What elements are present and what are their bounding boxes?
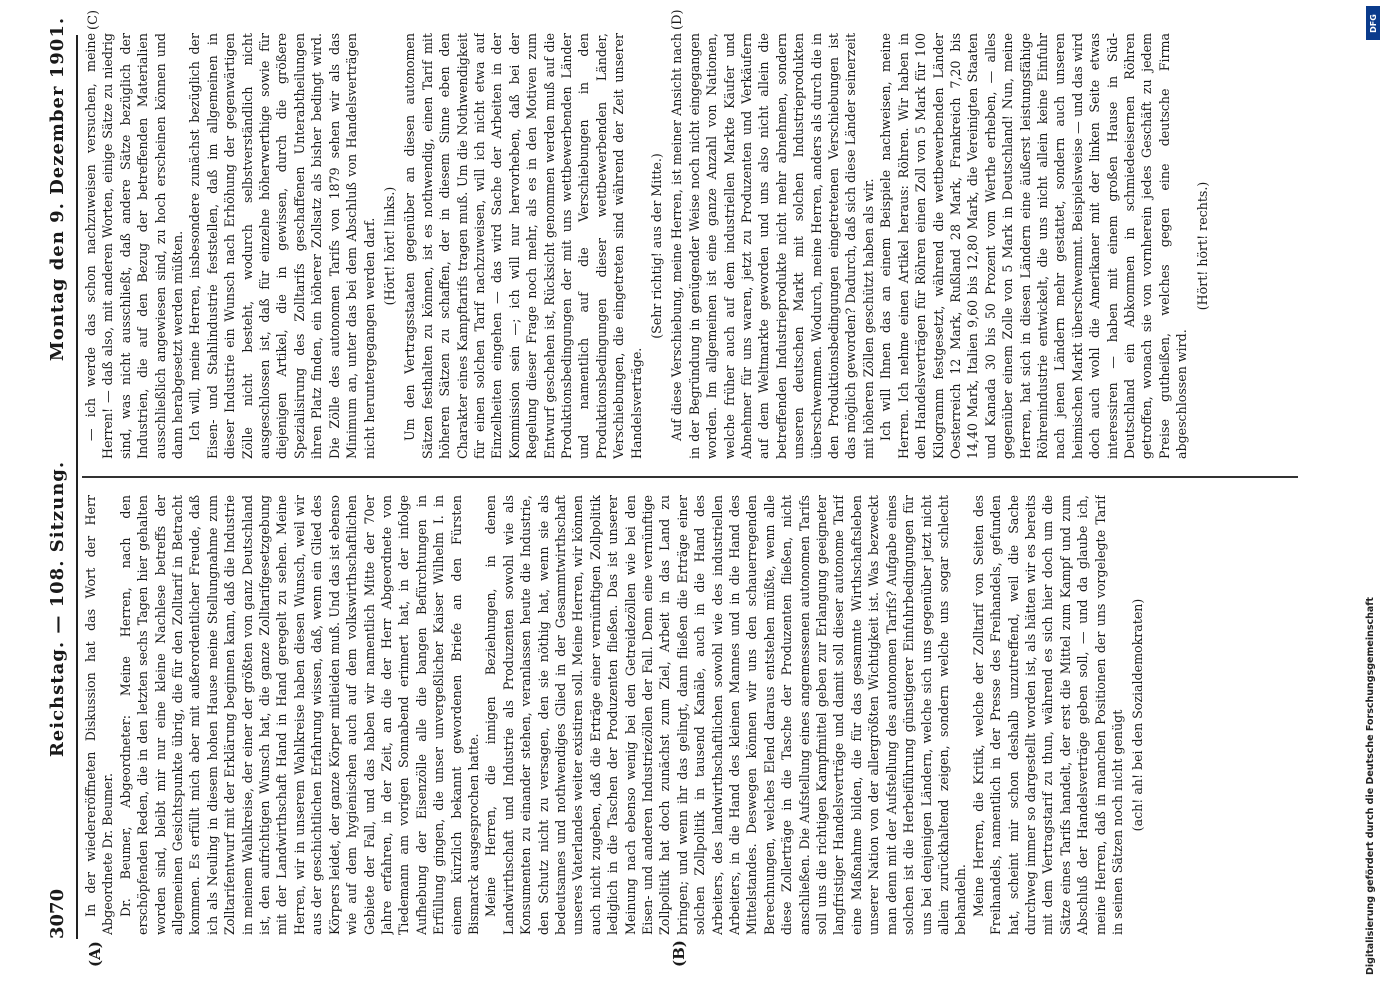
margin-mark-c: (C) xyxy=(86,9,101,30)
paragraph: Meine Herren, die innigen Beziehungen, in denen Landwirthschaft und Industrie als Produzenten sowohl wie als Konsumenten zu einander stehen, veranlassen heute die Industrie, den Schutz nicht zu versagen, den sie nöthig hat, wenn sie als bedeutsames und nothwendiges Glied in der Gesammtwirthschaft unseres Vaterlandes weiter existiren soll. Meine Herren, wir können auch nicht zugeben, daß die Erträge einer vernünftigen Zollpolitik lediglich in die Taschen der Produzenten fließen. Das ist unserer Meinung nach ebenso wenig bei den Getreidezöllen wie bei den Eisen- und anderen Industriezöllen der Fall. Denn eine vernünftige Zollpolitik hat doch zunächst zum Ziel, Arbeit in das Land zu bringen; und wenn ihr das gelingt, dann fließen die Erträge einer solchen Zollpolitik in tausend Kanäle, auch in die Hand des Arbeiters, des landwirthschaftlichen sowohl wie des industriellen Arbeiters, in die Hand des kleinen Mannes und in die Hand des Mittelstandes. Deswegen können wir uns den schauerregenden Berechnungen, welches Elend daraus entstehen müßte, wenn alle diese Zollerträge in die Tasche der Produzenten fließen, nicht anschließen. Die Aufstellung eines angemessenen autonomen Tarifs soll uns die richtigen Kampfmittel geben zur Erlangung geeigneter langfristiger Handelsverträge und damit soll dieser autonome Tarif eine Maßnahme bilden, die für das gesammte Wirthschaftsleben unserer Nation von der allergrößten Wichtigkeit ist. Was bezweckt man denn mit der Aufstellung des autonomen Tarifs? Aufgabe eines solchen ist die Herbeiführung günstigerer Einfuhrbedingungen für uns bei denjenigen Ländern, welche sich uns gegenüber jetzt nicht allein zurückhaltend zeigen, sondern welche uns sogar schlecht behandeln. xyxy=(483,495,969,935)
dfg-logo xyxy=(1366,6,1380,40)
margin-mark-a: (A) xyxy=(86,941,104,967)
paragraph: Um den Vertragsstaaten gegenüber an diesen autonomen Sätzen festhalten zu können, ist es nothwendig, einen Tarif mit höheren Sätzen zu schaffen, der in diesem Sinne eben den Charakter eines Kampftarifs tragen muß. Um die Nothwendigkeit für einen solchen Tarif nachzuweisen, will ich nicht etwa auf Einzelheiten eingehen — das wird Sache der Arbeiten in der Kommission sein —; ich will nur hervorheben, daß bei der Regelung dieser Frage noch mehr, als es in den Motiven zum Entwurf geschehen ist, Rücksicht genommen werden muß auf die Produktionsbedingungen der mit uns wettbewerbenden Länder und namentlich auf die Verschiebungen in den Produktionsbedingungen dieser wettbewerbenden Länder, Verschiebungen, die eingetreten sind während der Zeit unserer Handelsverträge. xyxy=(402,33,644,459)
page-number: 3070 xyxy=(46,888,68,939)
dfg-logo-text: DFG xyxy=(1368,13,1378,33)
margin-mark-d: (D) xyxy=(670,9,685,30)
paragraph: — ich werde das schon nachzuweisen versuchen, meine Herren! — daß also, mit anderen Worten, einige Sätze zu niedrig sind, was nicht ausschließt, daß andere Sätze bezüglich der Industrien, die auf den Bezug der betreffenden Materialien ausschließlich angewiesen sind, zu hoch erscheinen können und dann herabgesetzt werden müßten. xyxy=(83,33,186,459)
interjection: (Hört! hört! rechts.) xyxy=(1194,181,1210,311)
paragraph: In der wiedereröffneten Diskussion hat das Wort der Herr Abgeordnete Dr. Beumer. xyxy=(83,495,116,935)
document-page xyxy=(20,9,1320,975)
right-column xyxy=(82,33,1300,459)
column-divider xyxy=(82,477,1298,479)
interjection: (ach! ah! bei den Sozialdemokraten) xyxy=(1130,598,1146,832)
interjection: (Hört! hört! links.) xyxy=(381,186,397,306)
left-column xyxy=(82,495,1300,935)
header-rule xyxy=(76,35,78,939)
paragraph: Ich will Ihnen das an einem Beispiele nachweisen, meine Herren. Ich nehme einen Artikel heraus: Röhren. Wir haben in den Handelsverträgen für Röhren einen Zoll von 5 Mark für 100 Kilogramm festgesetzt, während die wettbewerbenden Länder Oesterreich 12 Mark, Rußland 28 Mark, Frankreich 7,20 bis 14,40 Mark, Italien 9,60 bis 12,80 Mark, die Vereinigten Staaten und Kanada 30 bis 50 Prozent vom Werthe erheben, — alles gegenüber einem Zolle von 5 Mark in Deutschland! Nun, meine Herren, hat sich in diesen Ländern eine äußerst leistungsfähige Röhrenindustrie entwickelt, die uns nicht allein keine Einfuhr nach jenen Ländern mehr gestattet, sondern auch unseren heimischen Markt überschwemmt. Beispielsweise — und das wird doch auch wohl die Amerikaner mit der linken Seite etwas interessiren — haben mit einem großen Hause in Süd-Deutschland ein Abkommen in schmiedeeisernen Röhren getroffen, wonach sie von vornherein jedes Geschäft zu jedem Preise gutheißen, welches gegen eine deutsche Firma abgeschlossen wird. xyxy=(878,33,1190,459)
paragraph: Ich will, meine Herren, insbesondere zunächst bezüglich der Eisen- und Stahlindustrie feststellen, daß im allgemeinen in dieser Industrie ein Wunsch nach Erhöhung der gegenwärtigen Zölle nicht besteht, wodurch selbstverständlich nicht ausgeschlossen ist, daß für einzelne höherwerthige sowie für diejenigen Artikel, die in gewissen, durch die größere Spezialisirung des Zolltarifs geschaffenen Unterabtheilungen ihren Platz finden, ein höherer Zollsatz als bisher bedingt wird. Die Zölle des autonomen Tarifs von 1879 sehen wir als das Minimum an, unter das bei dem Abschluß von Handelsverträgen nicht heruntergegangen werden darf. xyxy=(187,33,377,459)
digitization-note-text: Digitalisierung gefördert durch die Deutsche Forschungsgemeinschaft xyxy=(1365,597,1376,975)
page-header xyxy=(42,16,72,939)
right-running-title: Montag den 9. Dezember 1901. xyxy=(46,16,68,362)
margin-mark-b: (B) xyxy=(670,940,688,967)
digitization-note xyxy=(1361,10,1383,995)
paragraph: Auf diese Verschiebung, meine Herren, ist meiner Ansicht nach in der Begründung in genügender Weise noch nicht eingegangen worden. Im allgemeinen ist eine ganze Anzahl von Nationen, welche früher auch auf dem industriellen Markte Käufer und Abnehmer für uns waren, jetzt zu Produzenten und Verkäufern auf dem Weltmarkte geworden und uns also nicht allein die betreffenden Industrieprodukte nicht mehr abnehmen, sondern unseren deutschen Markt mit solchen Industrieprodukten überschwemmen. Wodurch, meine Herren, anders als durch die in den Produktionsbedingungen eingetretenen Verschiebungen ist das möglich geworden? Dadurch, daß sich diese Länder seinerzeit mit höheren Zöllen geschützt haben als wir. xyxy=(669,33,876,459)
left-running-title: Reichstag. — 108. Sitzung. xyxy=(46,460,68,758)
paragraph: Dr. Beumer, Abgeordneter: Meine Herren, nach den erschöpfenden Reden, die in den letzten sechs Tagen hier gehalten worden sind, bleibt mir nur eine kleine Nachlese betreffs der allgemeinen Gesichtspunkte übrig, die für den Zolltarif in Betracht kommen. Es erfüllt mich aber mit außerordentlicher Freude, daß ich als Neuling in diesem hohen Hause meine Stellungnahme zum Zolltarifentwurf mit der Erklärung beginnen kann, daß die Industrie in meinem Wahlkreise, der einer der größten von ganz Deutschland ist, den aufrichtigen Wunsch hat, die ganze Zolltarifgesetzgebung mit der Landwirthschaft Hand in Hand geregelt zu sehen. Meine Herren, wir in unserem Wahlkreise haben diesen Wunsch, weil wir aus der geschichtlichen Erfahrung wissen, daß, wenn ein Glied des Körpers leidet, der ganze Körper mitleiden muß. Und das ist ebenso wie auf dem hygienischen auch auf dem volkswirthschaftlichen Gebiete der Fall, und das haben wir namentlich Mitte der 70er Jahre erfahren, in der Zeit, an die der Herr Abgeordnete von Tiedemann am vorigen Sonnabend erinnert hat, in der infolge Aufhebung der Eisenzölle alle die bangen Befürchtungen in Erfüllung gingen, die unser unvergeßlicher Kaiser Wilhelm I. in einem kürzlich bekannt gewordenen Briefe an den Fürsten Bismarck ausgesprochen hatte. xyxy=(117,495,481,935)
paragraph: Meine Herren, die Kritik, welche der Zolltarif von Seiten des Freihandels, namentlich in der Presse des Freihandels, gefunden hat, scheint mir schon deshalb unzutreffend, weil die Sache durchweg immer so dargestellt worden ist, als hätten wir es bereits mit dem Vertragstarif zu thun, während es sich hier doch um die Sätze eines Tarifs handelt, der erst die Mittel zum Kampf und zum Abschluß der Handelsverträge geben soll, — und da glaube ich, meine Herren, daß in manchen Positionen der uns vorgelegte Tarif in seinen Sätzen noch nicht genügt xyxy=(970,495,1125,935)
interjection: (Sehr richtig! aus der Mitte.) xyxy=(649,153,664,339)
